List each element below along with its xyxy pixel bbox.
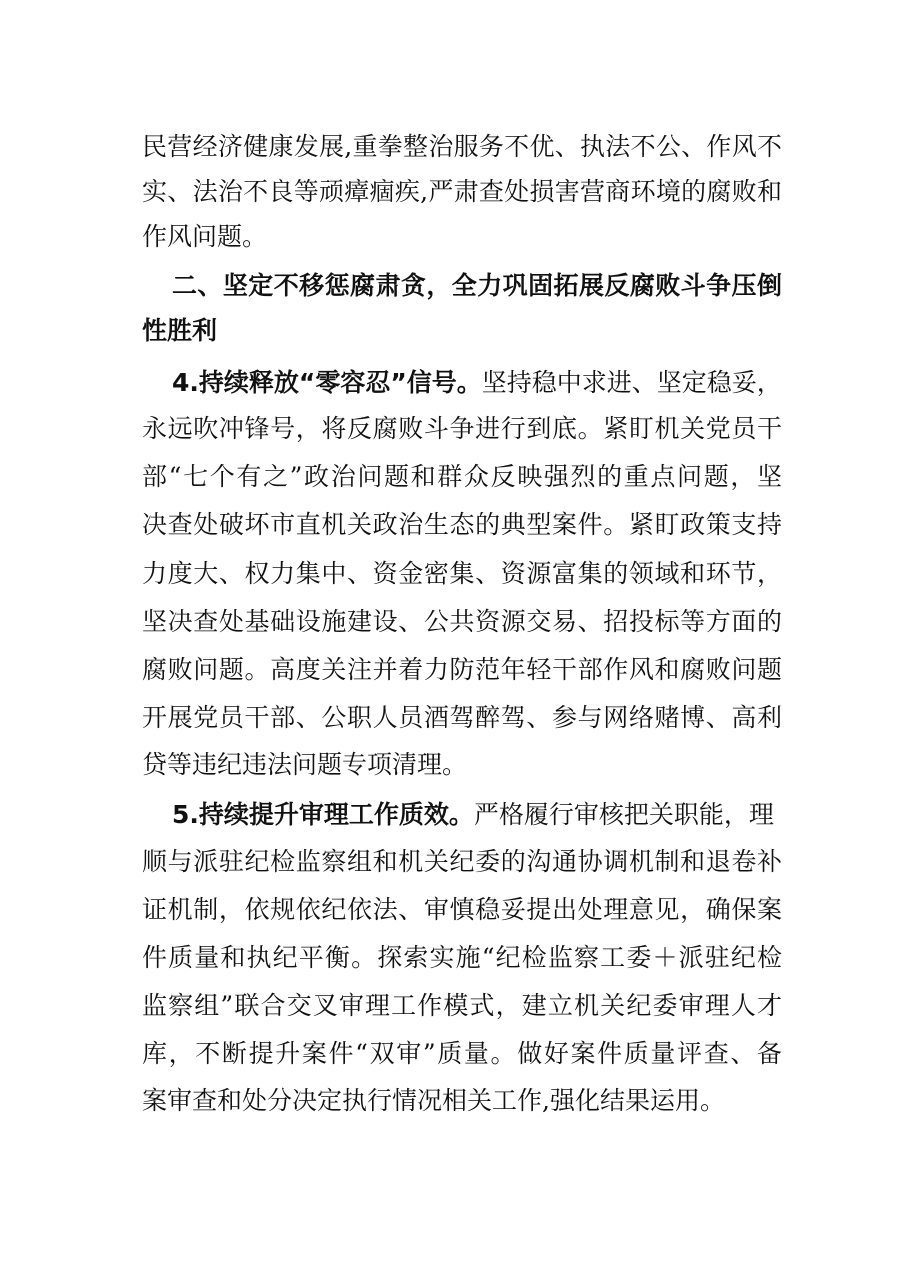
para5-line: 监察组”联合交叉审理工作模式，建立机关纪委审理人才 <box>142 991 782 1020</box>
para5-title: 5.持续提升审理工作质效。 <box>172 800 474 829</box>
para1-line-3: 作风问题。 <box>142 222 268 251</box>
section-heading-line-1: 二、坚定不移惩腐肃贪，全力巩固拓展反腐败斗争压倒 <box>172 271 782 300</box>
para5-line: 库，不断提升案件“双审”质量。做好案件质量评查、备 <box>142 1039 782 1068</box>
para4-line: 决查处破坏市直机关政治生态的典型案件。紧盯政策支持 <box>142 510 782 539</box>
para4-first-rest: 坚持稳中求进、坚定稳妥， <box>481 368 782 397</box>
para1-line-2: 实、法治不良等顽瘴痼疾,严肃查处损害营商环境的腐败和 <box>142 177 782 206</box>
para5-line: 件质量和执纪平衡。探索实施“纪检监察工委＋派驻纪检 <box>142 943 782 972</box>
para5-line: 顺与派驻纪检监察组和机关纪委的沟通协调机制和退卷补 <box>142 847 782 876</box>
para4-first-line <box>172 365 782 401</box>
para4-line: 力度大、权力集中、资金密集、资源富集的领域和环节， <box>142 559 782 588</box>
para5-line: 案审查和处分决定执行情况相关工作,强化结果运用。 <box>142 1086 725 1115</box>
para1-line-1: 民营经济健康发展,重拳整治服务不优、执法不公、作风不 <box>142 132 782 161</box>
para4-title: 4.持续释放“零容忍”信号。 <box>172 368 482 397</box>
para5-first-rest: 严格履行审核把关职能，理 <box>473 800 774 829</box>
para5-first-line <box>172 797 782 833</box>
para4-line: 永远吹冲锋号，将反腐败斗争进行到底。紧盯机关党员干 <box>142 414 782 443</box>
para4-line: 部“七个有之”政治问题和群众反映强烈的重点问题，坚 <box>142 462 782 491</box>
para4-line: 坚决查处基础设施建设、公共资源交易、招投标等方面的 <box>142 607 782 636</box>
section-heading-line-2: 性胜利 <box>142 316 218 345</box>
para4-line: 腐败问题。高度关注并着力防范年轻干部作风和腐败问题 <box>142 655 782 684</box>
para4-line: 开展党员干部、公职人员酒驾醉驾、参与网络赌博、高利 <box>142 703 782 732</box>
para5-line: 证机制，依规依纪依法、审慎稳妥提出处理意见，确保案 <box>142 895 782 924</box>
para4-line: 贷等违纪违法问题专项清理。 <box>142 750 468 779</box>
